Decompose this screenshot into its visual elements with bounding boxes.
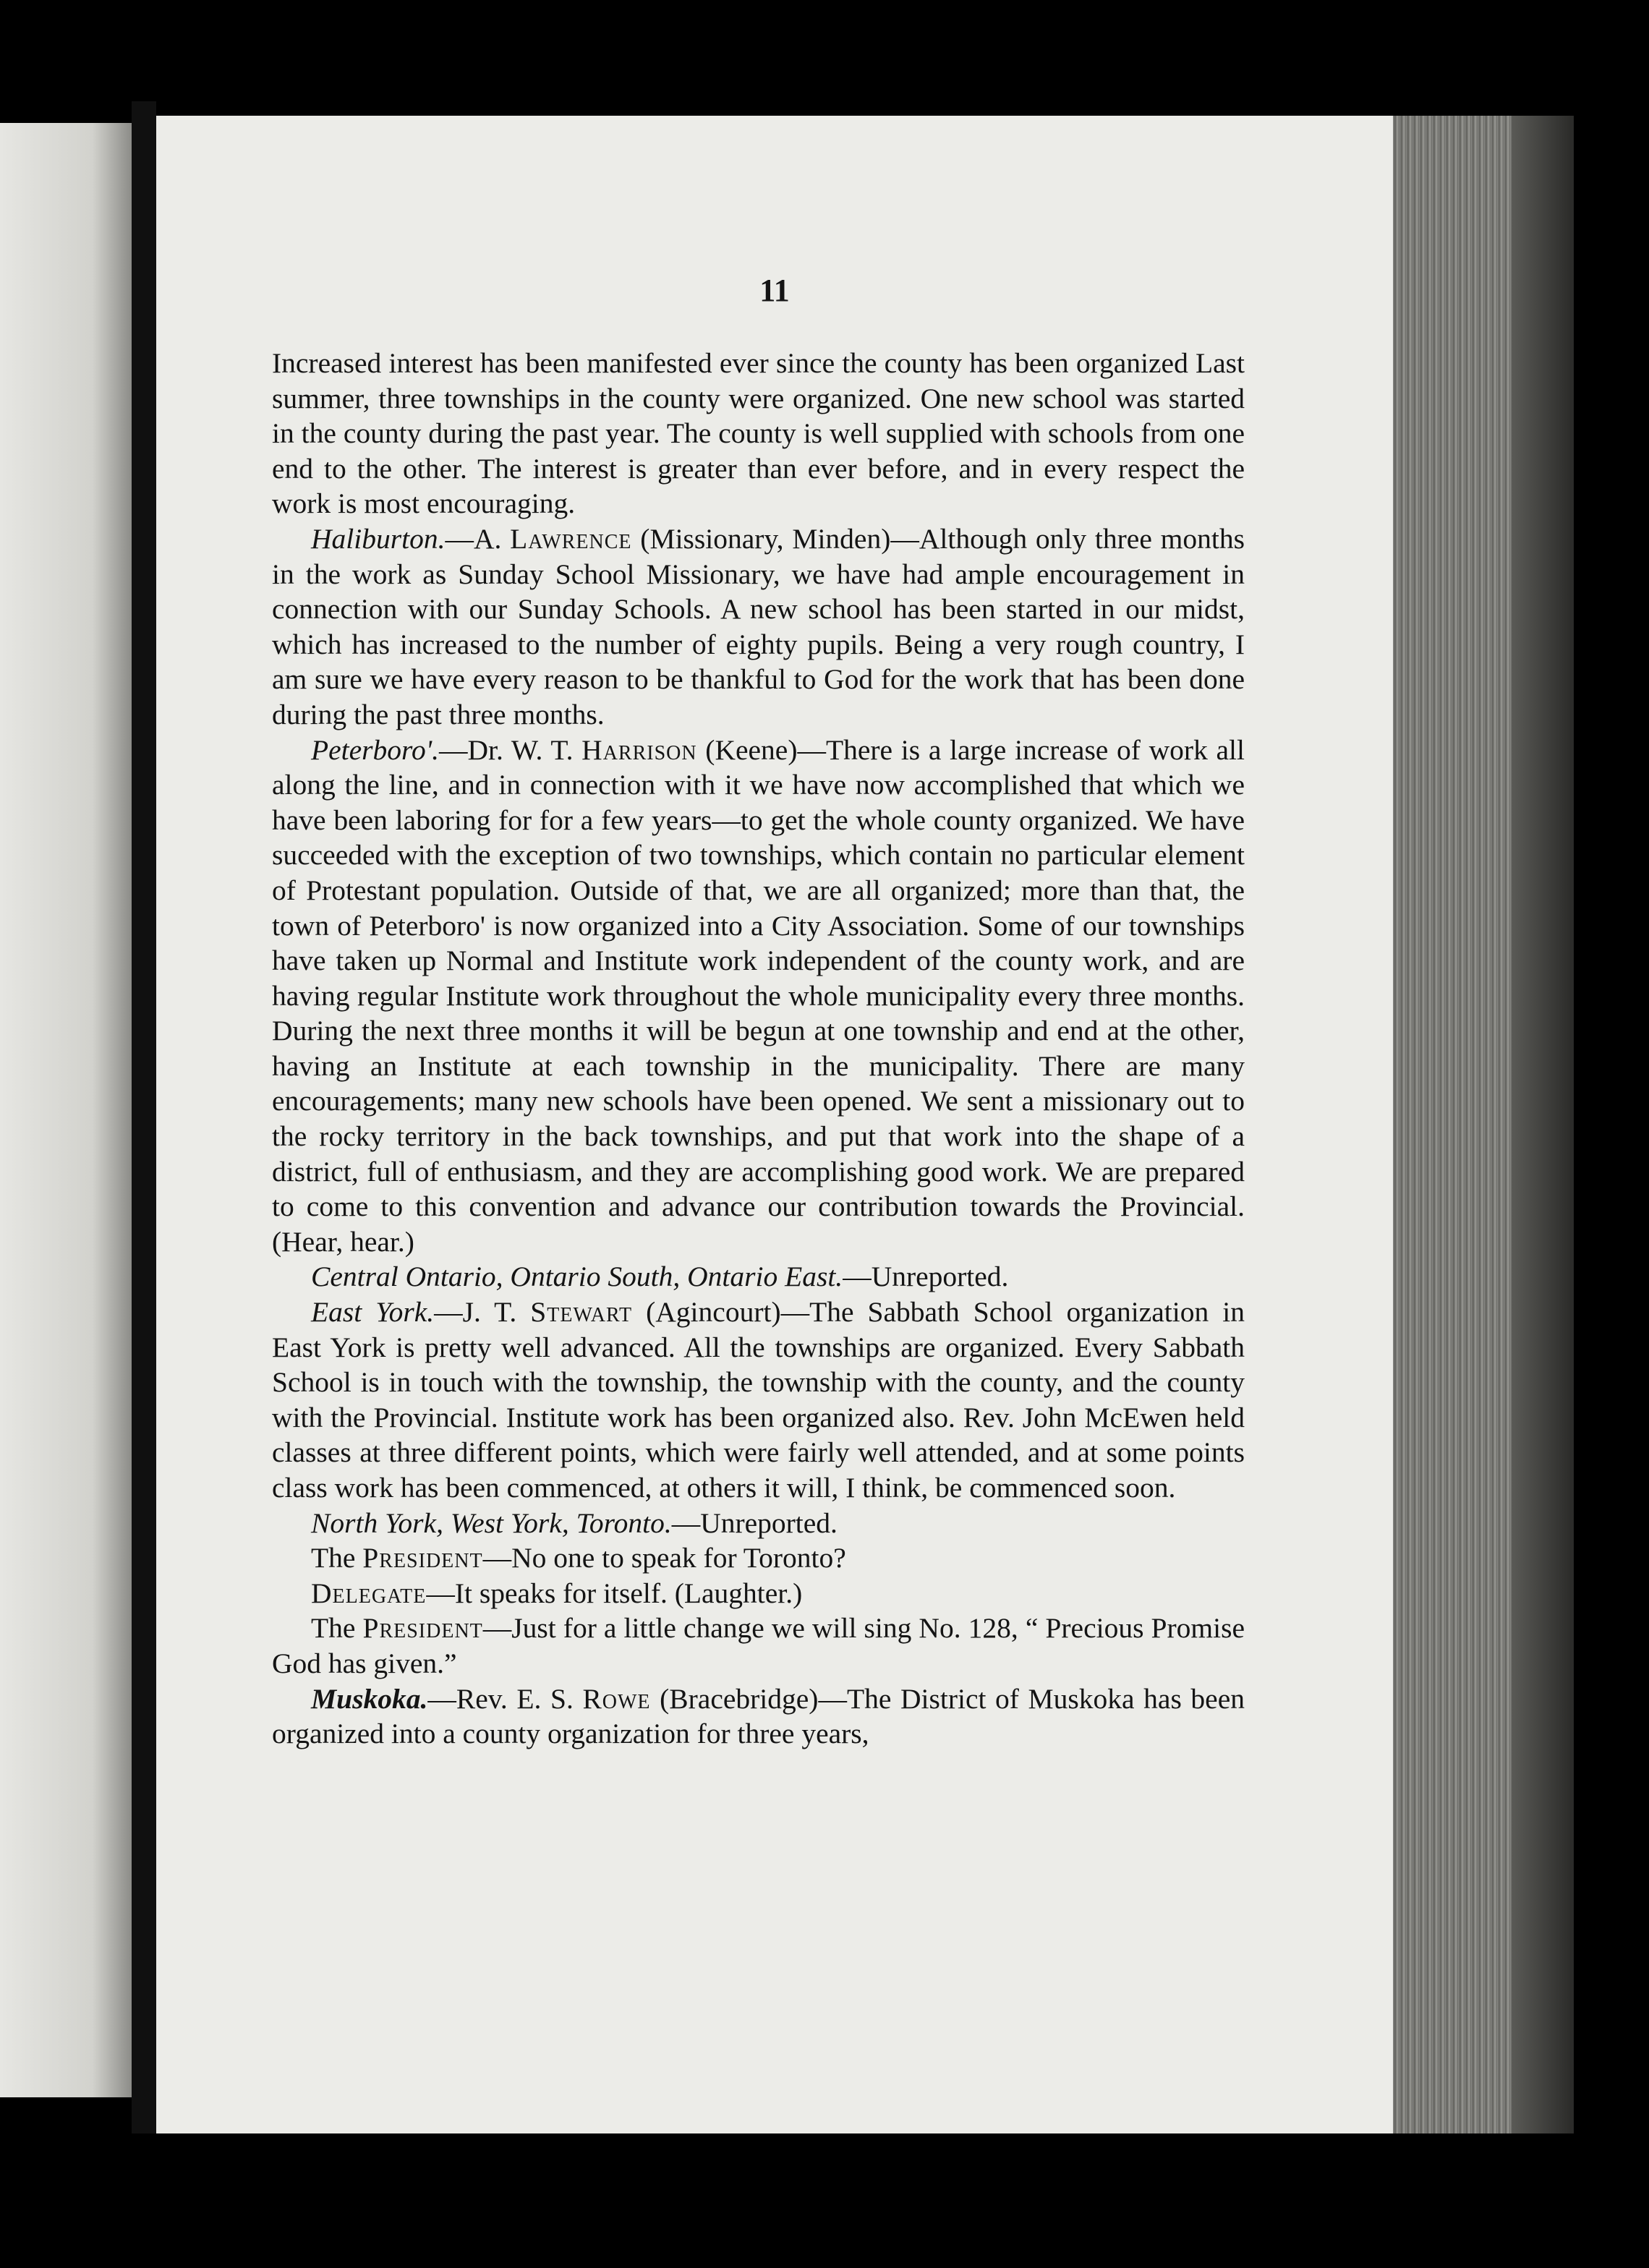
speaker-name: Stewart xyxy=(530,1296,633,1329)
paragraph-north-york xyxy=(272,1506,1245,1541)
text-segment: —J. T. xyxy=(434,1296,531,1329)
county-heading: East York. xyxy=(311,1296,435,1329)
text-segment: —Unreported. xyxy=(671,1506,838,1539)
paragraph-haliburton xyxy=(272,521,1245,733)
text-segment: The xyxy=(311,1542,363,1574)
facing-page-edge xyxy=(0,123,132,2097)
speaker-name: Harrison xyxy=(581,733,697,766)
text-segment: (Agincourt)—The Sabbath School organization in East York is pretty well advanced. All the townships are organized. Every Sabbath School is in touch with the township, the township with the county, and the county with the Provincial. Institute work has been organized also. Rev. John McEwen held classes at three different points, which were fairly well attended, and at some points class work has been commenced, at others it will, I think, be commenced soon. xyxy=(272,1296,1245,1504)
text-column xyxy=(272,346,1245,1752)
page-stack-shadow xyxy=(1512,116,1574,2133)
text-segment: —It speaks for itself. (Laughter.) xyxy=(426,1577,803,1609)
speaker-name: Lawrence xyxy=(510,522,632,555)
text-segment: Increased interest has been manifested ever since the county has been organized Last summer, three townships in the county were organized. One new school was started in the county during the past year. The county is well supplied with schools from one end to the other. The interest is greater than ever before, and in every respect the work is most encouraging. xyxy=(272,347,1245,520)
paragraph-county-report-intro xyxy=(272,346,1245,521)
text-segment: (Keene)—There is a large increase of work all along the line, and in connection with it we have now accomplished that which we have been laboring for for a few years—to get the whole county organized. We have succeeded with the exception of two townships, which contain no particular element of Protestant population. Outside of that, we are all organized; more than that, the town of Peterboro' is now organized into a City Association. Some of our townships have taken up Normal and Institute work independent of the county work, and are having regular Institute work throughout the whole municipality every three months. During the next three months it will be begun at one township and end at the other, having an Institute at each township in the municipality. There are many encouragements; many new schools have been opened. We sent a missionary out to the rocky territory in the back townships, and put that work into the shape of a district, full of enthusiasm, and they are accomplishing good work. We are prepared to come to this convention and advance our contribution towards the Provincial. (Hear, hear.) xyxy=(272,733,1245,1258)
county-heading: North York, West York, Toronto. xyxy=(311,1506,672,1539)
page-number: 11 xyxy=(759,273,790,308)
text-segment: —Rev. E. S. xyxy=(427,1682,583,1715)
paragraph-delegate-reply xyxy=(272,1576,1245,1611)
text-segment: (Missionary, Minden)—Although only three months in the work as Sunday School Missionary, we have had ample encouragement in connection with our Sunday Schools. A new school has been started in our midst, which has increased to the number of eighty pupils. Being a very rough country, I am sure we have every reason to be thankful to God for the work that has been done during the past three months. xyxy=(272,522,1245,730)
text-segment: (Bracebridge)—The District of Muskoka has been organized into a county organization for three years, xyxy=(272,1682,1245,1750)
text-segment: —Just for a little change we will sing No. 128, “ Precious Promise God has given.” xyxy=(272,1612,1245,1679)
book-page xyxy=(156,116,1393,2133)
county-heading: Central Ontario, Ontario South, Ontario East. xyxy=(311,1261,843,1293)
paragraph-president-question xyxy=(272,1540,1245,1576)
text-segment: The xyxy=(311,1612,363,1645)
book-gutter xyxy=(132,101,156,2133)
speaker-name: Delegate xyxy=(311,1577,427,1609)
speaker-name: President xyxy=(362,1612,483,1645)
county-heading: Muskoka. xyxy=(311,1682,428,1715)
text-segment: —No one to speak for Toronto? xyxy=(482,1542,846,1574)
paragraph-peterboro xyxy=(272,733,1245,1260)
paragraph-east-york xyxy=(272,1295,1245,1506)
paragraph-central-ontario xyxy=(272,1259,1245,1295)
county-heading: Peterboro'. xyxy=(311,733,440,766)
text-segment: —A. xyxy=(445,522,511,555)
speaker-name: President xyxy=(362,1542,483,1574)
speaker-name: Rowe xyxy=(582,1682,651,1715)
text-segment: —Dr. W. T. xyxy=(439,733,582,766)
text-segment: —Unreported. xyxy=(843,1261,1009,1293)
paragraph-president-hymn xyxy=(272,1611,1245,1681)
county-heading: Haliburton. xyxy=(311,522,446,555)
paragraph-muskoka xyxy=(272,1681,1245,1752)
